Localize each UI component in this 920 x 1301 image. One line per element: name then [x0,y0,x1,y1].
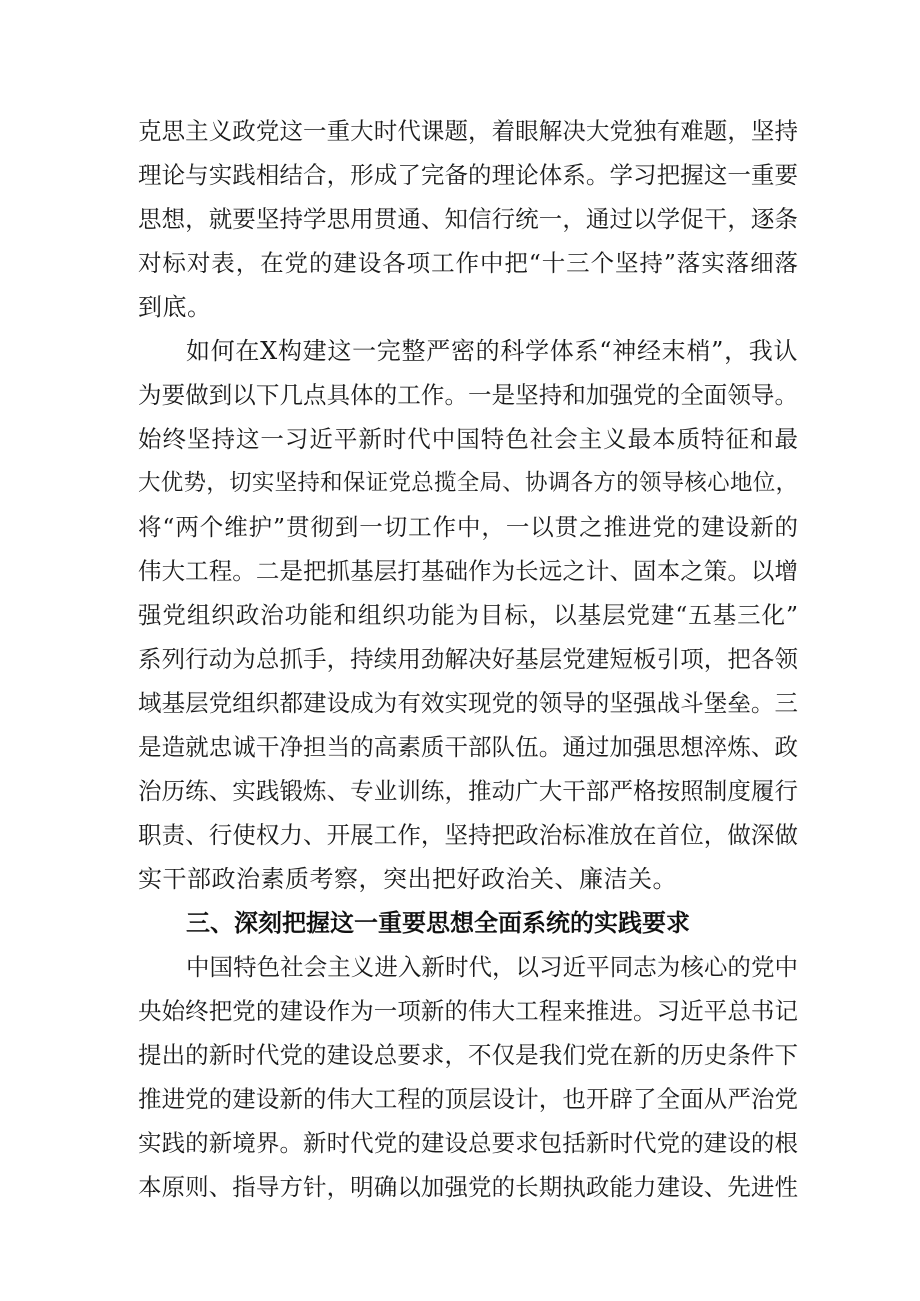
paragraph-1-line-2: 理论与实践相结合，形成了完备的理论体系。学习把握这一重要 [138,161,798,189]
paragraph-3-line-6: 本原则、指导方针，明确以加强党的长期执政能力建设、先进性 [138,1173,798,1201]
paragraph-3-line-3: 提出的新时代党的建设总要求，不仅是我们党在新的历史条件下 [138,1041,798,1069]
paragraph-1-line-3: 思想，就要坚持学思用贯通、知信行统一，通过以学促干，逐条 [138,205,798,233]
paragraph-2-line-11: 治历练、实践锻炼、专业训练，推动广大干部严格按照制度履行 [138,777,798,805]
paragraph-2-line-8: 系列行动为总抓手，持续用劲解决好基层党建短板引项，把各领 [138,645,798,673]
paragraph-3-line-1: 中国特色社会主义进入新时代，以习近平同志为核心的党中 [186,953,798,981]
paragraph-3-line-2: 央始终把党的建设作为一项新的伟大工程来推进。习近平总书记 [138,997,798,1025]
paragraph-2-line-13: 实干部政治素质考察，突出把好政治关、廉洁关。 [138,865,677,893]
paragraph-3-line-4: 推进党的建设新的伟大工程的顶层设计，也开辟了全面从严治党 [138,1085,798,1113]
paragraph-2-line-4: 大优势，切实坚持和保证党总揽全局、协调各方的领导核心地位， [138,470,798,496]
paragraph-2-line-5: 将“两个维护”贯彻到一切工作中，一以贯之推进党的建设新的 [138,513,798,541]
paragraph-1-line-1: 克思主义政党这一重大时代课题，着眼解决大党独有难题，坚持 [138,117,798,145]
paragraph-2-line-9: 域基层党组织都建设成为有效实现党的领导的坚强战斗堡垒。三 [138,689,798,717]
paragraph-2-line-12: 职责、行使权力、开展工作，坚持把政治标准放在首位，做深做 [138,821,798,849]
paragraph-1-line-4: 对标对表，在党的建设各项工作中把“十三个坚持”落实落细落 [138,249,798,277]
paragraph-2-line-3: 始终坚持这一习近平新时代中国特色社会主义最本质特征和最 [138,425,798,453]
paragraph-2-line-7: 强党组织政治功能和组织功能为目标，以基层党建“五基三化” [138,601,798,629]
paragraph-2-line-6: 伟大工程。二是把抓基层打基础作为长远之计、固本之策。以增 [138,557,798,585]
paragraph-2-line-1: 如何在X构建这一完整严密的科学体系“神经末梢”，我认 [186,337,798,365]
paragraph-2-line-2: 为要做到以下几点具体的工作。一是坚持和加强党的全面领导。 [138,381,798,409]
paragraph-1-line-5: 到底。 [138,293,212,321]
paragraph-2-line-10: 是造就忠诚干净担当的高素质干部队伍。通过加强思想淬炼、政 [138,733,798,761]
section-heading: 三、深刻把握这一重要思想全面系统的实践要求 [186,909,690,937]
paragraph-3-line-5: 实践的新境界。新时代党的建设总要求包括新时代党的建设的根 [138,1129,798,1157]
